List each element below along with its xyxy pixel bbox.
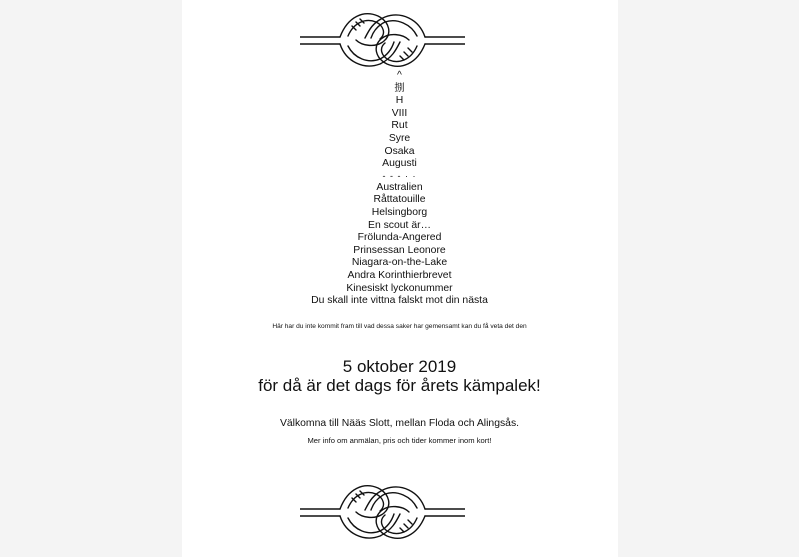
tree-line: 捌 [394,82,405,94]
welcome-text: Välkomna till Nääs Slott, mellan Floda och Alingsås. [279,418,520,429]
tree-line: Rut [391,120,408,132]
tree-line: Niagara-on-the-Lake [351,257,448,269]
word-tree [0,70,799,308]
tree-line: En scout är… [368,219,431,231]
tree-line: Augusti [382,158,417,170]
tree-line: Andra Korinthierbrevet [347,269,452,281]
tree-line: Frölunda-Angered [357,232,442,244]
hint-text: Här har du inte kommit fram till vad dessa saker har gemensamt kan du få veta det den [272,323,527,330]
tree-line: ^ [397,70,402,81]
tree-line: Osaka [384,145,415,157]
tree-line: Prinsessan Leonore [353,244,446,256]
tree-line: - - - · · [382,170,417,181]
tree-line: Råttatouille [373,194,426,206]
reef-knot-icon [300,6,465,76]
tree-line: VIII [391,107,408,119]
tree-line: Du skall inte vittna falskt mot din nästa [311,295,488,307]
tree-line: Syre [388,132,411,144]
tree-line: Kinesiskt lyckonummer [346,282,453,294]
reef-knot-icon [300,478,465,548]
info-text: Mer info om anmälan, pris och tider kommer inom kort! [307,436,492,445]
event-headline: för då är det dags för årets kämpalek! [258,376,541,395]
tree-line: H [395,95,404,107]
event-date: 5 oktober 2019 [342,357,457,376]
tree-line: Helsingborg [371,206,428,218]
tree-line: Australien [376,181,423,193]
